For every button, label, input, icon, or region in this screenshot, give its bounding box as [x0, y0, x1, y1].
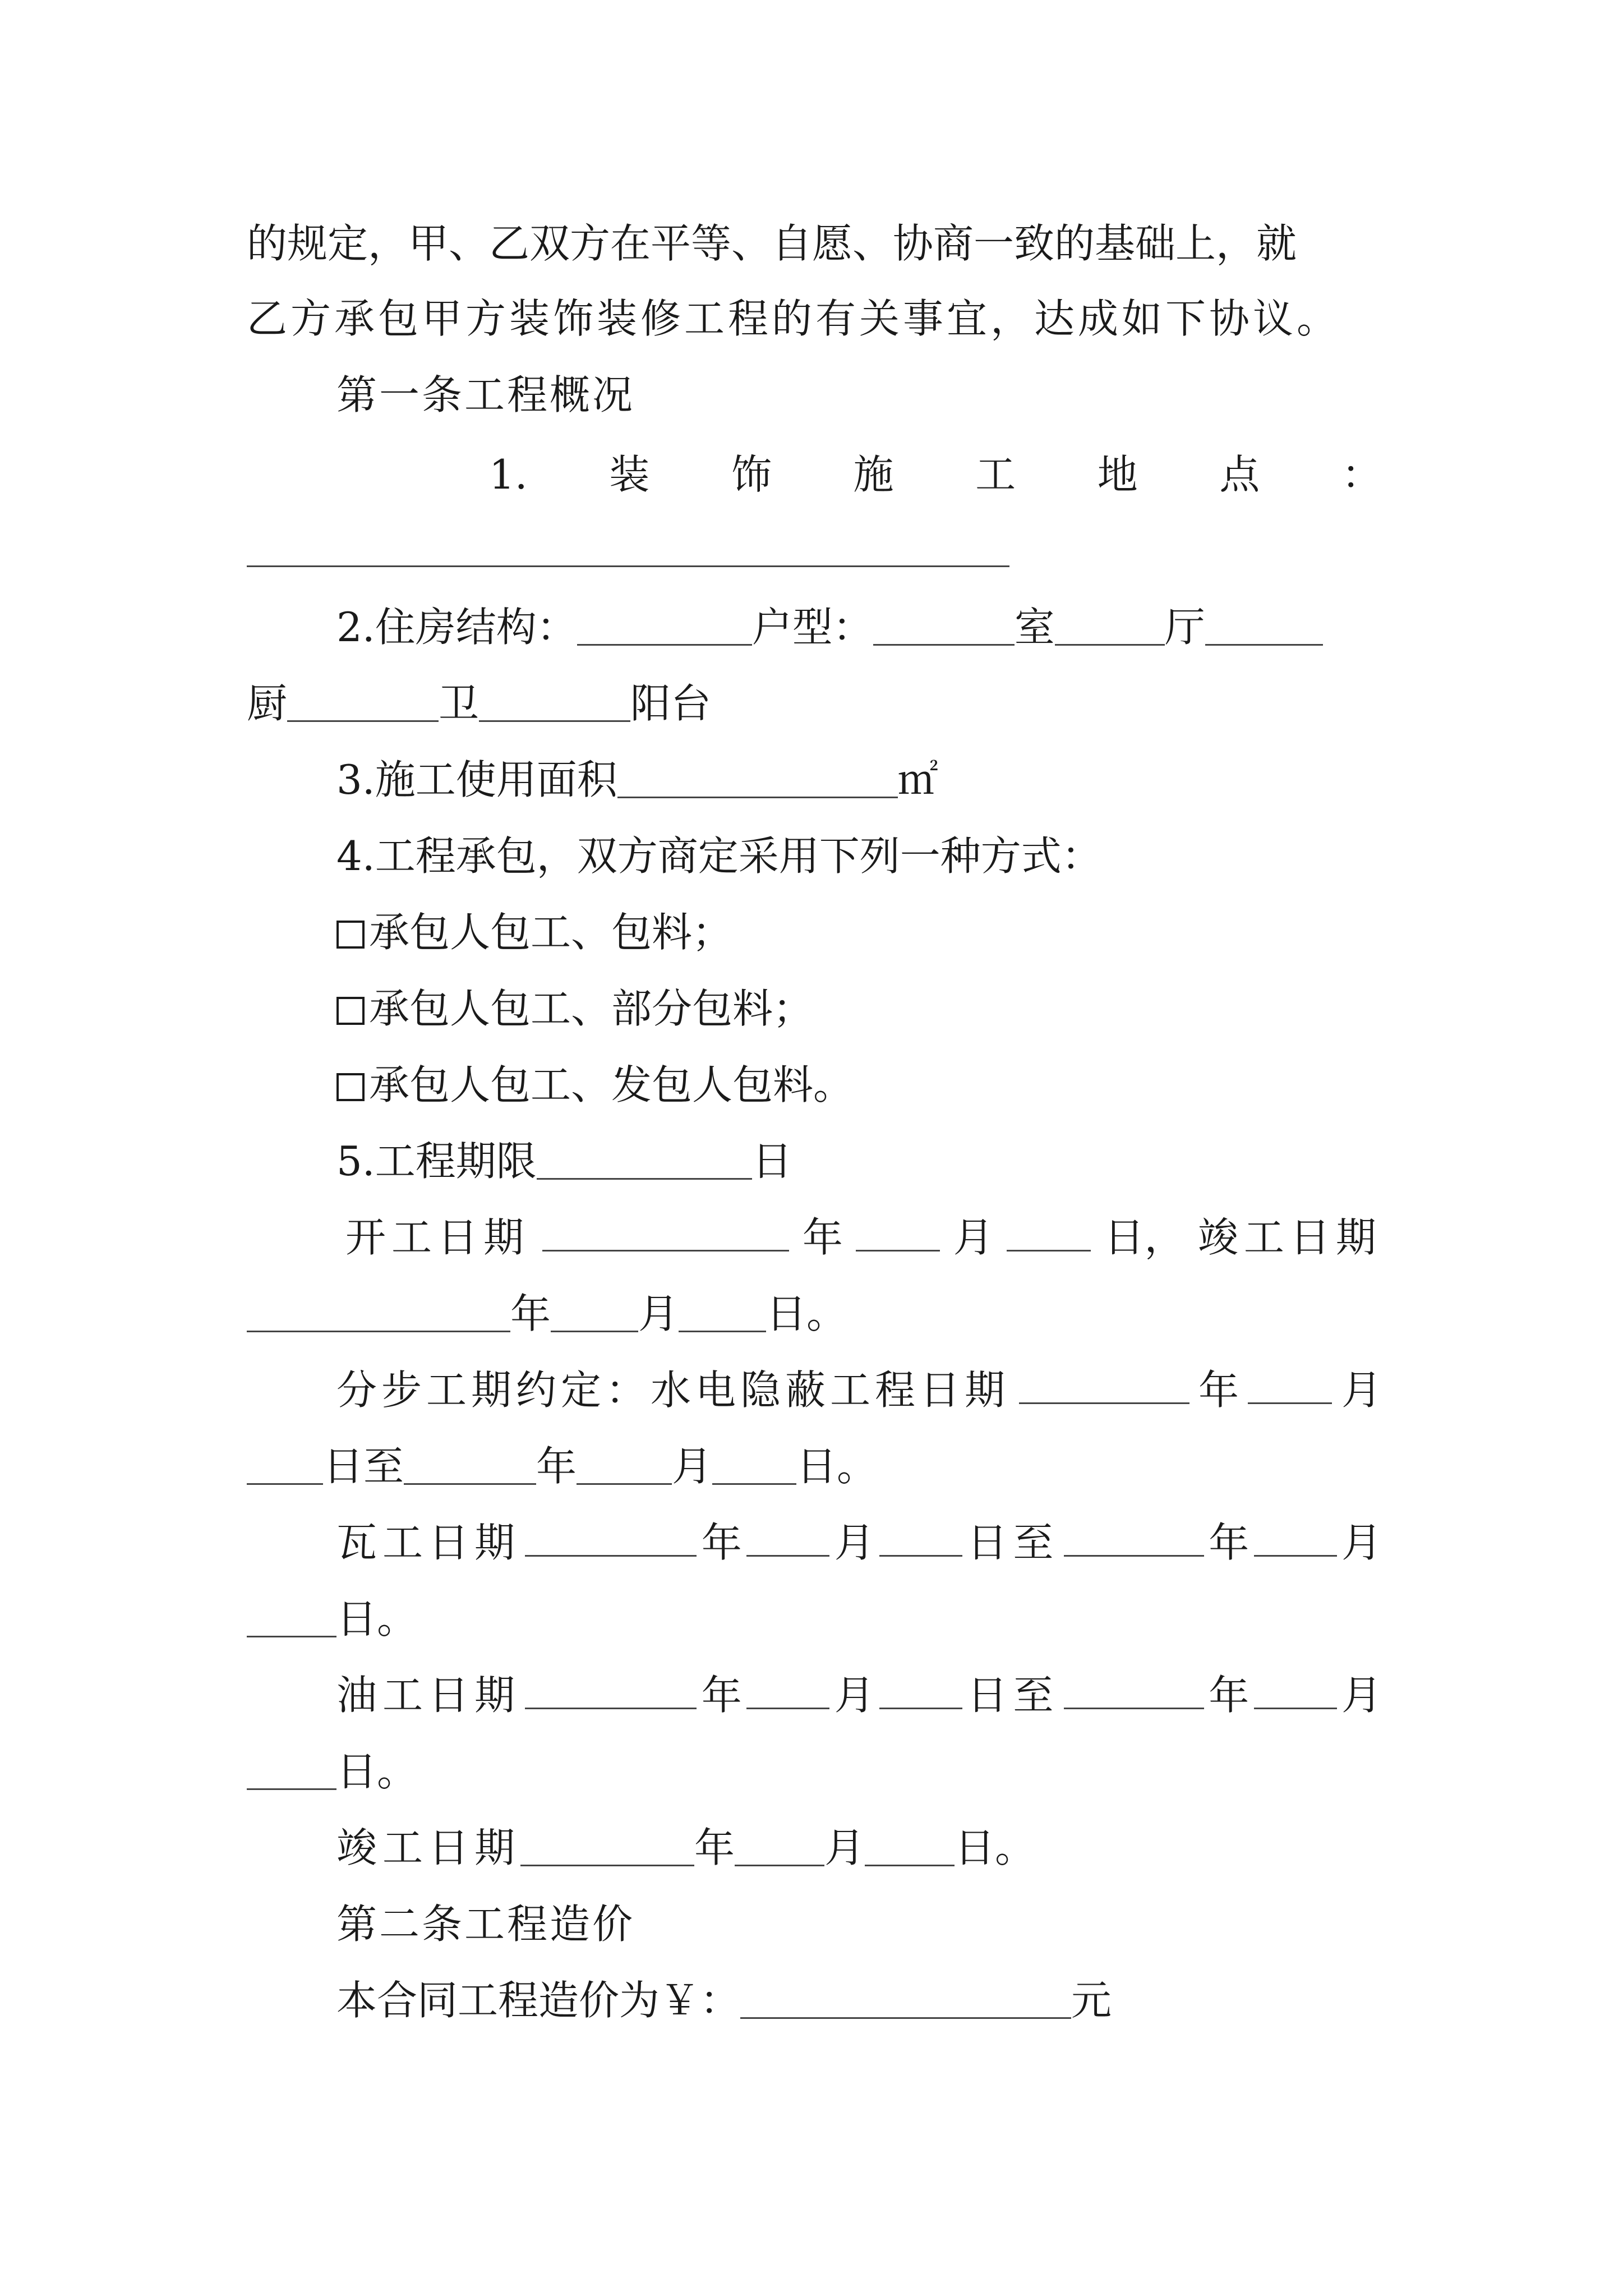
period-blank[interactable]: [537, 1178, 752, 1180]
checkbox-icon[interactable]: [336, 921, 365, 949]
fenbu-end-month-blank[interactable]: [577, 1483, 672, 1485]
article1-heading-text: 第一条工程概况: [336, 371, 635, 418]
wagong-line-2: [247, 1595, 418, 1642]
option-1: [336, 909, 733, 956]
intro-text-1: 的规定，甲、乙双方在平等、自愿、协商一致的基础上，就: [247, 220, 1297, 267]
location-char: 1.: [489, 451, 528, 498]
yougong-year-label: 年: [701, 1672, 742, 1719]
yougong-end-day-label: 日。: [336, 1748, 418, 1795]
bath-blank[interactable]: [287, 720, 439, 722]
location-char: 工: [975, 451, 1016, 498]
location-char: 施: [853, 451, 894, 498]
structure-blank[interactable]: [577, 644, 752, 646]
start-year-label: 年: [802, 1214, 843, 1261]
price-label: 本合同工程造价为￥：: [336, 1977, 741, 2024]
checkbox-icon[interactable]: [336, 997, 365, 1025]
fenbu-line: [336, 1366, 1382, 1414]
yougong-month-blank[interactable]: [746, 1708, 829, 1709]
location-blank[interactable]: [247, 565, 1009, 567]
jungong-year-label: 年: [694, 1824, 735, 1871]
yougong-year-blank[interactable]: [525, 1708, 697, 1709]
fenbu-line-2: [247, 1443, 878, 1490]
fenbu-day-blank[interactable]: [247, 1483, 323, 1485]
balcony-blank[interactable]: [479, 720, 630, 722]
wagong-month-label: 月: [834, 1519, 875, 1566]
jungong-month-blank[interactable]: [735, 1865, 824, 1866]
fenbu-end-month-label: 月: [672, 1443, 713, 1490]
start-month-blank[interactable]: [856, 1250, 940, 1251]
item2-structure-line-2: [247, 680, 712, 727]
location-char: 点: [1219, 451, 1260, 498]
start-label: 开工日期: [345, 1214, 530, 1261]
kitchen-blank[interactable]: [1205, 644, 1323, 646]
wagong-end-month-blank[interactable]: [1254, 1555, 1337, 1557]
fenbu-month-label: 月: [1341, 1366, 1382, 1414]
start-day-blank[interactable]: [1007, 1250, 1091, 1251]
wagong-year-label: 年: [701, 1519, 742, 1566]
wei-label: 卫: [439, 680, 479, 727]
wagong-end-year-label: 年: [1209, 1519, 1249, 1566]
shi-label: 室: [1014, 604, 1055, 651]
fenbu-end-day-label: 日。: [796, 1443, 878, 1490]
article1-heading: [336, 371, 635, 418]
wagong-label: 瓦工日期: [336, 1519, 521, 1566]
start-day-label: 日，: [1104, 1214, 1185, 1261]
jungong-label: 竣工日期: [336, 1824, 521, 1871]
fenbu-year-label: 年: [1198, 1366, 1239, 1414]
area-unit: ㎡: [897, 756, 938, 803]
intro-line-1: [247, 220, 1382, 267]
ting-label: 厅: [1164, 604, 1205, 651]
article2-heading-text: 第二条工程造价: [336, 1901, 635, 1948]
structure-label: 2.住房结构：: [336, 604, 577, 651]
yougong-end-day-blank[interactable]: [247, 1788, 336, 1790]
hall-blank[interactable]: [1055, 644, 1165, 646]
intro-line-2: [247, 295, 1341, 342]
fenbu-end-year-label: 年: [536, 1443, 577, 1490]
wagong-day-blank[interactable]: [879, 1555, 962, 1557]
item5-period-line: [336, 1138, 792, 1185]
jungong-day-blank[interactable]: [865, 1865, 955, 1866]
fenbu-to-label: 日至: [323, 1443, 404, 1490]
option-3: [336, 1061, 854, 1108]
area-label: 3.施工使用面积: [336, 756, 617, 803]
fenbu-end-year-blank[interactable]: [404, 1483, 536, 1485]
option-3-text: 承包人包工、发包人包料。: [369, 1061, 854, 1108]
wagong-to-label: 日至: [967, 1519, 1059, 1566]
wagong-end-month-label: 月: [1341, 1519, 1382, 1566]
location-char: ：: [1341, 451, 1382, 498]
wagong-end-day-blank[interactable]: [247, 1636, 336, 1637]
wagong-end-day-label: 日。: [336, 1595, 418, 1642]
yougong-end-month-label: 月: [1341, 1672, 1382, 1719]
area-blank[interactable]: [617, 797, 898, 798]
contract-label: 4.工程承包，双方商定采用下列一种方式：: [336, 832, 1102, 880]
jungong-line: [336, 1824, 1036, 1871]
period-label: 5.工程期限: [336, 1138, 537, 1185]
end-year-label: 年: [510, 1290, 551, 1337]
period-day: 日: [751, 1138, 792, 1185]
yougong-label: 油工日期: [336, 1672, 521, 1719]
end-day-blank[interactable]: [679, 1331, 766, 1332]
yougong-to-label: 日至: [967, 1672, 1059, 1719]
jungong-year-blank[interactable]: [520, 1865, 694, 1866]
yougong-line: [336, 1672, 1382, 1719]
jungong-day-label: 日。: [955, 1824, 1036, 1871]
checkbox-icon[interactable]: [336, 1073, 365, 1101]
jungong-month-label: 月: [824, 1824, 865, 1871]
end-label: 竣工日期: [1197, 1214, 1382, 1261]
yougong-line-2: [247, 1748, 418, 1795]
item3-area-line: [336, 756, 938, 803]
end-date-line: [247, 1290, 847, 1337]
start-month-label: 月: [953, 1214, 994, 1261]
room-blank[interactable]: [873, 644, 1015, 646]
intro-text-2: 乙方承包甲方装饰装修工程的有关事宜，达成如下协议。: [247, 295, 1341, 342]
price-unit: 元: [1071, 1977, 1112, 2024]
option-1-text: 承包人包工、包料；: [369, 909, 733, 956]
location-char: 地: [1097, 451, 1138, 498]
wagong-line: [336, 1519, 1382, 1566]
start-date-line: [345, 1214, 1382, 1261]
end-month-label: 月: [638, 1290, 679, 1337]
fenbu-label: 分步工期约定：水电隐蔽工程日期: [336, 1366, 1010, 1414]
wagong-month-blank[interactable]: [746, 1555, 829, 1557]
chu-label: 厨: [247, 680, 288, 727]
wagong-end-year-blank[interactable]: [1064, 1555, 1204, 1557]
location-char: 饰: [731, 451, 772, 498]
huxing-label: 户型：: [751, 604, 873, 651]
start-year-blank[interactable]: [542, 1250, 789, 1251]
yougong-month-label: 月: [834, 1672, 875, 1719]
yangtai-label: 阳台: [630, 680, 712, 727]
fenbu-month-blank[interactable]: [1248, 1402, 1332, 1404]
price-line: [336, 1977, 1112, 2024]
item1-location-line: [489, 451, 1382, 498]
fenbu-year-blank[interactable]: [1019, 1402, 1189, 1404]
yougong-end-month-blank[interactable]: [1254, 1708, 1337, 1709]
price-blank[interactable]: [740, 2017, 1071, 2019]
article2-heading: [336, 1901, 635, 1948]
option-2: [336, 985, 814, 1032]
yougong-end-year-label: 年: [1209, 1672, 1249, 1719]
end-month-blank[interactable]: [551, 1331, 638, 1332]
wagong-year-blank[interactable]: [525, 1555, 697, 1557]
end-year-blank[interactable]: [247, 1331, 510, 1332]
yougong-end-year-blank[interactable]: [1064, 1708, 1204, 1709]
item4-contract-line: [336, 832, 1102, 880]
location-char: 装: [609, 451, 650, 498]
yougong-day-blank[interactable]: [879, 1708, 962, 1709]
end-day-label: 日。: [766, 1290, 847, 1337]
option-2-text: 承包人包工、部分包料；: [369, 985, 814, 1032]
item2-structure-line: [336, 604, 1323, 651]
fenbu-end-day-blank[interactable]: [712, 1483, 796, 1485]
